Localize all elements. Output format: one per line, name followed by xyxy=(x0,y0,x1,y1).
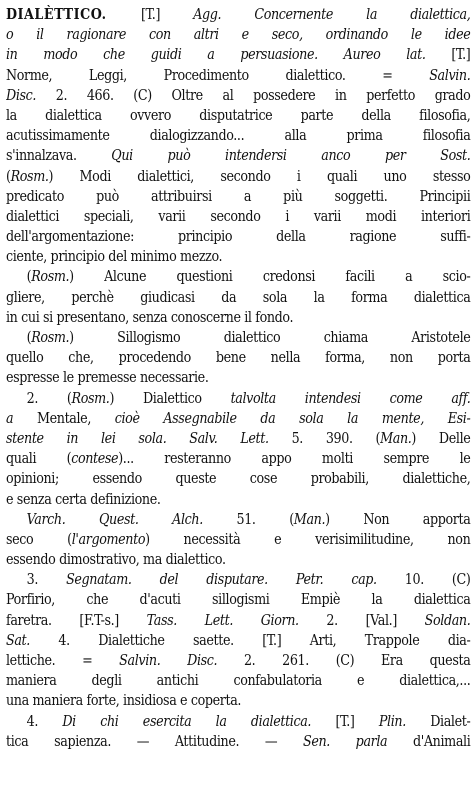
text-segment: faretra. [F.T-s.] xyxy=(6,611,147,629)
text-segment: ) necessità e verisimilitudine, non xyxy=(145,530,471,548)
text-line xyxy=(6,510,470,530)
text-segment: quello che, procedendo bene nella forma, non porta xyxy=(6,349,471,367)
text-line xyxy=(6,66,470,86)
text-segment: dialettici speciali, varii secondo i varii modi interiori xyxy=(6,207,471,225)
text-segment: )... resteranno appo molti sempre le xyxy=(118,450,471,468)
italic-text: Soldan. xyxy=(424,611,471,629)
italic-text: Rosm. xyxy=(10,167,49,185)
text-line xyxy=(6,651,470,671)
text-line xyxy=(6,227,470,247)
text-line xyxy=(6,126,470,146)
italic-text: contese xyxy=(71,450,119,468)
text-line xyxy=(6,167,470,187)
text-line xyxy=(6,691,470,711)
text-segment: [T.] xyxy=(140,6,194,23)
italic-text: talvolta intendesi come aff. xyxy=(230,389,471,407)
text-segment: la dialettica ovvero disputatrice parte della filosofia, xyxy=(6,106,471,124)
text-segment: opinioni; essendo queste cose probabili, dialettiche, xyxy=(6,470,471,488)
text-segment: seco ( xyxy=(6,530,72,548)
italic-text: Segnatam. del disputare. Petr. cap. xyxy=(66,571,405,589)
text-segment: gliere, perchè giudicasi da sola la forma dialettica xyxy=(6,288,471,306)
italic-text: stente in lei sola. Salv. Lett. xyxy=(6,429,292,447)
text-line xyxy=(6,429,470,449)
text-line xyxy=(6,207,470,227)
italic-text: Qui può intendersi anco per Sost. xyxy=(111,147,471,165)
text-segment: in cui si presentano, senza conoscerne il fondo. xyxy=(6,308,294,326)
text-line xyxy=(6,732,470,752)
italic-text: a xyxy=(6,409,37,427)
text-line xyxy=(6,45,470,65)
italic-text: l'argomento xyxy=(71,530,146,548)
text-segment: ) Alcune questioni credonsi facili a scio- xyxy=(69,268,471,286)
text-line xyxy=(6,550,470,570)
dictionary-entry xyxy=(6,5,470,752)
text-segment: ) Modi dialettici, secondo i quali uno stesso xyxy=(48,167,471,185)
text-line xyxy=(6,267,470,287)
text-line xyxy=(6,86,470,106)
italic-text: Man. xyxy=(380,429,412,447)
text-line xyxy=(6,187,470,207)
text-segment: ( xyxy=(6,167,11,185)
text-segment: 2. [Val.] xyxy=(326,611,425,629)
text-segment: maniera degli antichi confabulatoria e dialettica,... xyxy=(6,672,471,690)
italic-text: Agg. Concernente la dialettica, xyxy=(193,6,471,23)
italic-text: o il ragionare con altri e seco, ordinando le idee xyxy=(6,26,471,44)
text-line xyxy=(6,449,470,469)
text-line xyxy=(6,288,470,308)
text-line xyxy=(6,409,470,429)
italic-text: Disc. xyxy=(6,86,56,104)
text-line xyxy=(6,469,470,489)
text-segment: 51. ( xyxy=(236,510,294,528)
text-segment: ( xyxy=(26,268,32,286)
text-line xyxy=(6,5,470,25)
text-segment: una maniera forte, insidiosa e coperta. xyxy=(6,692,242,710)
italic-text: Tass. Lett. Giorn. xyxy=(146,611,327,629)
italic-text: in modo che guidi a persuasione. Aureo lat. xyxy=(6,46,452,64)
text-segment: essendo dimostrativo, ma dialettico. xyxy=(6,551,226,569)
text-segment: 4. Dialettiche saette. [T.] Arti, Trappole dia- xyxy=(58,631,471,649)
italic-text: Salvin. xyxy=(429,66,471,84)
text-line xyxy=(6,348,470,368)
text-segment: 2. 261. (C) Era questa xyxy=(243,652,471,669)
italic-text: Rosm. xyxy=(31,329,70,346)
italic-text: Varch. Quest. Alch. xyxy=(26,510,237,528)
text-line xyxy=(6,146,470,166)
text-segment: 2. 466. (C) Oltre al possedere in perfetto grado xyxy=(55,86,471,104)
text-segment: ) Dialettico xyxy=(109,389,231,407)
text-segment: quali ( xyxy=(6,450,72,468)
italic-text: Rosm. xyxy=(71,389,110,407)
text-line xyxy=(6,671,470,691)
text-segment: ) Sillogismo dialettico chiama Aristotele xyxy=(69,329,471,346)
text-segment: d'Animali xyxy=(412,732,471,750)
italic-text: Di chi esercita la dialettica. xyxy=(62,712,336,730)
text-segment: 2. ( xyxy=(26,389,72,407)
text-segment: [T.] xyxy=(451,46,471,64)
text-segment: 3. xyxy=(26,571,67,589)
text-line xyxy=(6,247,470,267)
italic-text: Rosm. xyxy=(31,268,70,286)
text-line xyxy=(6,490,470,510)
headword: DIALÈTTICO. xyxy=(6,6,141,23)
text-segment: espresse le premesse necessarie. xyxy=(6,369,209,387)
text-segment: ) Delle xyxy=(411,429,471,447)
text-line xyxy=(6,530,470,550)
text-segment: Dialet- xyxy=(430,712,471,730)
text-segment: [T.] xyxy=(335,712,379,730)
text-segment: 5. 390. ( xyxy=(291,429,381,447)
text-segment: s'innalzava. xyxy=(6,147,112,165)
text-line xyxy=(6,328,470,348)
text-line xyxy=(6,570,470,590)
text-line xyxy=(6,25,470,45)
text-line xyxy=(6,106,470,126)
text-line xyxy=(6,308,470,328)
text-segment: lettiche. = xyxy=(6,652,120,669)
text-segment: acutissimamente dialogizzando... alla prima filosofia xyxy=(6,127,471,145)
text-segment: e senza certa definizione. xyxy=(6,490,161,508)
text-segment: ( xyxy=(26,329,32,346)
text-line xyxy=(6,712,470,732)
text-segment: ciente, principio del minimo mezzo. xyxy=(6,248,223,266)
italic-text: Man. xyxy=(293,510,326,528)
italic-text: Plin. xyxy=(378,712,431,730)
text-segment: tica sapienza. — Attitudine. — xyxy=(6,732,303,750)
italic-text: Salvin. Disc. xyxy=(119,652,244,669)
text-segment: ) Non apporta xyxy=(325,510,471,528)
text-line xyxy=(6,368,470,388)
text-segment: Porfirio, che d'acuti sillogismi Empiè la dialettica xyxy=(6,591,471,609)
text-line xyxy=(6,590,470,610)
italic-text: Sat. xyxy=(6,631,59,649)
italic-text: cioè Assegnabile da sola la mente, Esi- xyxy=(114,409,471,427)
text-line xyxy=(6,631,470,651)
text-segment: predicato può attribuirsi a più soggetti. Principii xyxy=(6,187,471,205)
text-segment: Norme, Leggi, Procedimento dialettico. = xyxy=(6,66,430,84)
text-segment: 10. (C) xyxy=(404,571,471,589)
text-line xyxy=(6,389,470,409)
text-segment: 4. xyxy=(26,712,63,730)
text-segment: Mentale, xyxy=(36,409,115,427)
text-line xyxy=(6,611,470,631)
italic-text: Sen. parla xyxy=(302,732,413,750)
text-segment: dell'argomentazione: principio della ragione suffi- xyxy=(6,228,471,246)
